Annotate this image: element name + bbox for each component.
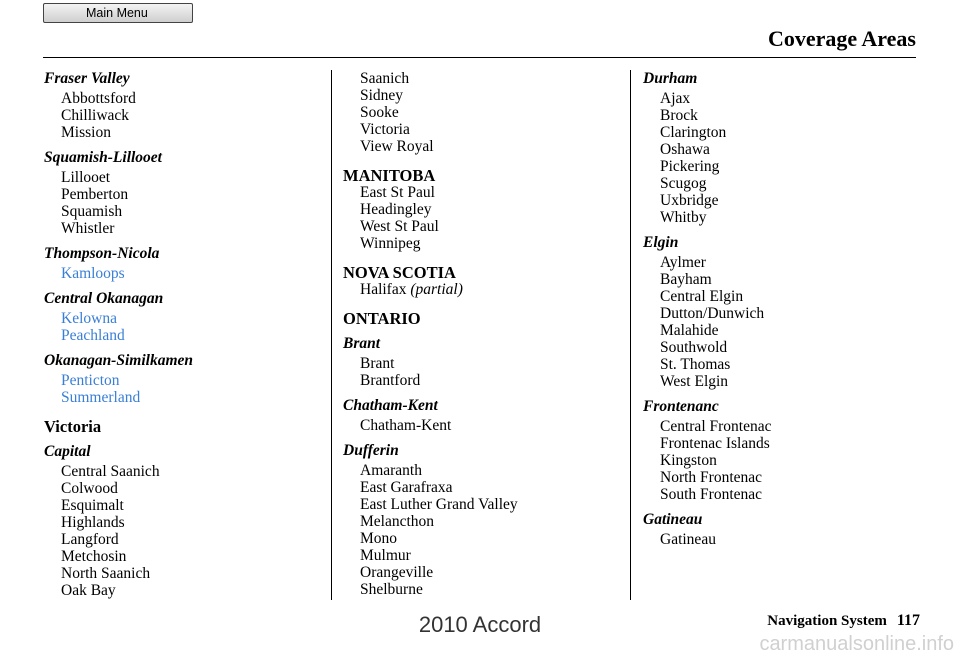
- city-link[interactable]: Peachland: [61, 327, 125, 344]
- city-item: Abbottsford: [61, 90, 136, 107]
- city-item: Pemberton: [61, 186, 129, 203]
- city-item: Esquimalt: [61, 497, 124, 514]
- page-title: Coverage Areas: [767, 26, 916, 51]
- city-item: Ajax: [660, 90, 691, 107]
- city-item: Sidney: [360, 87, 404, 104]
- district-heading: Gatineau: [643, 511, 703, 528]
- column-divider-1: [331, 70, 332, 600]
- district-heading: Thompson-Nicola: [44, 245, 160, 262]
- city-item: East Luther Grand Valley: [360, 496, 518, 513]
- city-item: Bayham: [660, 271, 712, 288]
- city-item: Aylmer: [660, 254, 706, 271]
- district-heading: Central Okanagan: [44, 290, 164, 307]
- column-3: [643, 70, 913, 548]
- city-link[interactable]: Kelowna: [61, 310, 117, 327]
- city-item: Saanich: [360, 70, 410, 87]
- city-item: Whitby: [660, 209, 707, 226]
- city-item: Orangeville: [360, 564, 434, 581]
- page-number: 117: [896, 612, 920, 629]
- district-heading: Squamish-Lillooet: [44, 149, 162, 166]
- city-item: Headingley: [360, 201, 432, 218]
- city-item: Central Frontenac: [660, 418, 772, 435]
- district-heading: Okanagan-Similkamen: [44, 352, 193, 369]
- city-item: Central Elgin: [660, 288, 744, 305]
- city-item: Brock: [660, 107, 698, 124]
- district-heading: Dufferin: [343, 442, 399, 459]
- city-item: Uxbridge: [660, 192, 719, 209]
- city-item: Frontenac Islands: [660, 435, 770, 452]
- city-item: Dutton/Dunwich: [660, 305, 765, 322]
- region-heading: MANITOBA: [343, 166, 436, 185]
- city-item: East Garafraxa: [360, 479, 453, 496]
- region-heading: Victoria: [44, 417, 102, 436]
- district-heading: Frontenanc: [643, 398, 719, 415]
- city-item: South Frontenac: [660, 486, 763, 503]
- city-item: North Frontenac: [660, 469, 763, 486]
- column-divider-2: [630, 70, 631, 600]
- city-item: Brantford: [360, 372, 421, 389]
- city-item: Kingston: [660, 452, 717, 469]
- city-name: Halifax: [360, 281, 407, 298]
- city-link[interactable]: Kamloops: [61, 265, 125, 282]
- city-item: View Royal: [360, 138, 434, 155]
- watermark-site: carmanualsonline.info: [759, 633, 954, 655]
- district-heading: Brant: [343, 335, 381, 352]
- city-item: Squamish: [61, 203, 123, 220]
- district-heading: Elgin: [643, 234, 679, 251]
- city-item: Colwood: [61, 480, 118, 497]
- city-item: Shelburne: [360, 581, 423, 598]
- city-item: Langford: [61, 531, 119, 548]
- district-heading: Chatham-Kent: [343, 397, 438, 414]
- city-item: Central Saanich: [61, 463, 160, 480]
- city-item: Chatham-Kent: [360, 417, 452, 434]
- city-item: East St Paul: [360, 184, 435, 201]
- city-item: Metchosin: [61, 548, 127, 565]
- district-heading: Capital: [44, 443, 91, 460]
- district-heading: Fraser Valley: [44, 70, 130, 87]
- city-item: Highlands: [61, 514, 125, 531]
- city-item: Amaranth: [360, 462, 422, 479]
- city-item: Oak Bay: [61, 582, 116, 599]
- city-item: St. Thomas: [660, 356, 731, 373]
- header-rule: [43, 57, 916, 58]
- region-heading: NOVA SCOTIA: [343, 263, 456, 282]
- city-item: Whistler: [61, 220, 115, 237]
- city-item: West St Paul: [360, 218, 439, 235]
- city-item: Winnipeg: [360, 235, 421, 252]
- city-item: Mission: [61, 124, 111, 141]
- city-item: Mulmur: [360, 547, 411, 564]
- city-item: Malahide: [660, 322, 719, 339]
- city-item: Sooke: [360, 104, 399, 121]
- city-item: [343, 281, 623, 298]
- watermark-title: 2010 Accord: [418, 612, 542, 637]
- footer-section: Navigation System: [767, 613, 887, 629]
- city-item: Southwold: [660, 339, 728, 356]
- city-item: Clarington: [660, 124, 727, 141]
- partial-note: (partial): [410, 281, 463, 298]
- city-item: Melancthon: [360, 513, 435, 530]
- city-item: Brant: [360, 355, 395, 372]
- city-item: North Saanich: [61, 565, 151, 582]
- column-2: [343, 70, 623, 598]
- city-item: Gatineau: [660, 531, 716, 548]
- district-heading: Durham: [643, 70, 698, 87]
- city-item: Chilliwack: [61, 107, 130, 124]
- column-1: [44, 70, 324, 599]
- city-link[interactable]: Summerland: [61, 389, 141, 406]
- city-item: Pickering: [660, 158, 720, 175]
- city-item: Mono: [360, 530, 398, 547]
- city-item: West Elgin: [660, 373, 729, 390]
- city-item: Scugog: [660, 175, 707, 192]
- region-heading: ONTARIO: [343, 309, 421, 328]
- city-item: Oshawa: [660, 141, 710, 158]
- city-item: Lillooet: [61, 169, 111, 186]
- city-link[interactable]: Penticton: [61, 372, 120, 389]
- city-item: Victoria: [360, 121, 410, 138]
- main-menu-button[interactable]: Main Menu: [43, 3, 193, 23]
